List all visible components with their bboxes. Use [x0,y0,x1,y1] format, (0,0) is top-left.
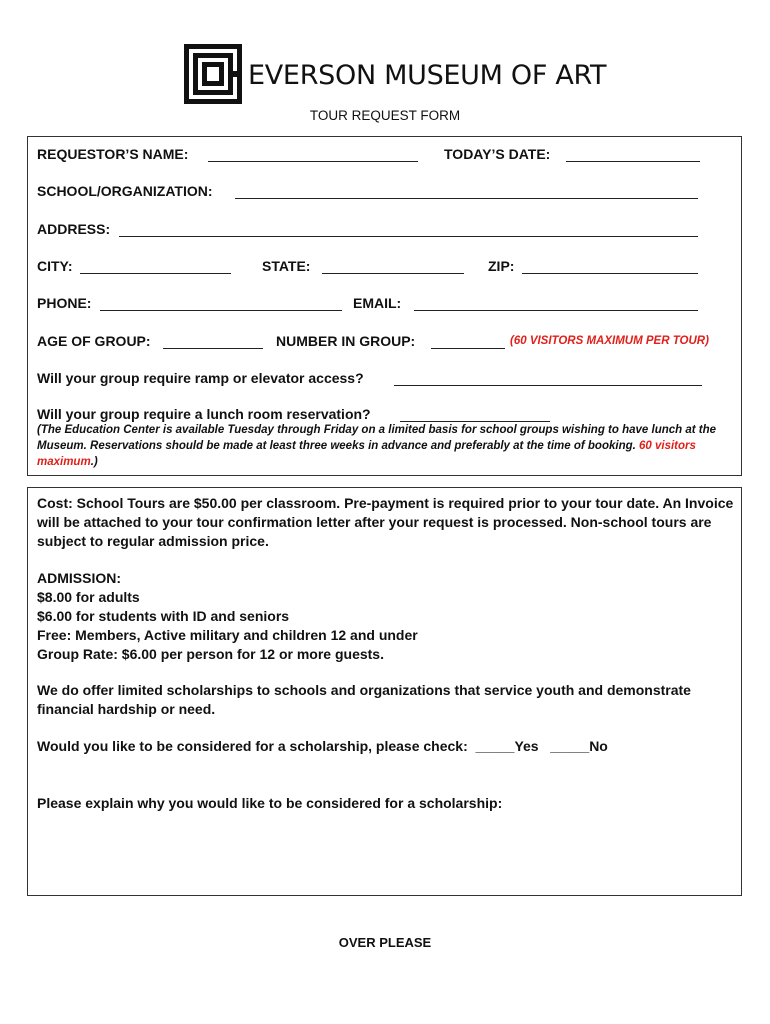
everson-logo-icon [184,44,242,104]
over-please-footer: OVER PLEASE [338,935,432,950]
school-organization-label: SCHOOL/ORGANIZATION: [37,183,213,199]
school-organization-field[interactable] [235,198,698,199]
ramp-access-question: Will your group require ramp or elevator access? [37,370,364,386]
requestor-name-field[interactable] [208,161,418,162]
city-field[interactable] [80,273,231,274]
ramp-access-field[interactable] [394,385,702,386]
admission-item: $8.00 for adults [37,589,140,605]
admission-item: Free: Members, Active military and children 12 and under [37,627,418,643]
lunch-note-red: 60 visitors maximum [37,440,696,468]
admission-item: Group Rate: $6.00 per person for 12 or more guests. [37,646,384,662]
address-label: ADDRESS: [37,221,111,237]
visitors-maximum-note: (60 VISITORS MAXIMUM PER TOUR) [510,335,709,347]
phone-field[interactable] [100,310,342,311]
lunch-room-question: Will your group require a lunch room reservation? [37,406,371,422]
scholarship-explain-prompt: Please explain why you would like to be considered for a scholarship: [37,795,503,811]
requestor-name-label: REQUESTOR’S NAME: [37,146,189,162]
city-label: CITY: [37,258,73,274]
age-of-group-field[interactable] [163,348,263,349]
email-field[interactable] [414,310,698,311]
cost-paragraph: Cost: School Tours are $50.00 per classroom. Pre-payment is required prior to your tour date. An Invoice will be attached to your tour confirmation letter after your request is processed. Non-school tours are subject to regular admission price. [37,495,734,549]
todays-date-field[interactable] [566,161,700,162]
lunch-room-note [37,422,737,470]
admission-item: $6.00 for students with ID and seniors [37,608,290,624]
scholarship-paragraph: We do offer limited scholarships to schools and organizations that service youth and demonstrate financial hardship or need. [37,682,691,717]
number-in-group-label: NUMBER IN GROUP: [276,333,416,349]
form-title: TOUR REQUEST FORM [309,108,461,123]
state-label: STATE: [262,258,311,274]
scholarship-checkbox-question[interactable]: Would you like to be considered for a scholarship, please check: _____Yes _____No [37,738,608,754]
lunch-note-text: (The Education Center is available Tuesday through Friday on a limited basis for school groups wishing to have lunch at the Museum. Reservations should be made at least three weeks in advance and preferably at the time of booking. [37,424,717,452]
number-in-group-field[interactable] [431,348,505,349]
zip-label: ZIP: [488,258,515,274]
zip-field[interactable] [522,273,698,274]
lunch-note-end: .) [90,456,98,468]
admission-heading: ADMISSION: [37,570,121,586]
museum-name: EVERSON MUSEUM OF ART [248,60,607,91]
email-label: EMAIL: [353,295,402,311]
age-of-group-label: AGE OF GROUP: [37,333,151,349]
todays-date-label: TODAY’S DATE: [444,146,551,162]
phone-label: PHONE: [37,295,92,311]
scholarship-explain-area[interactable] [37,816,732,888]
address-field[interactable] [119,236,698,237]
state-field[interactable] [322,273,464,274]
